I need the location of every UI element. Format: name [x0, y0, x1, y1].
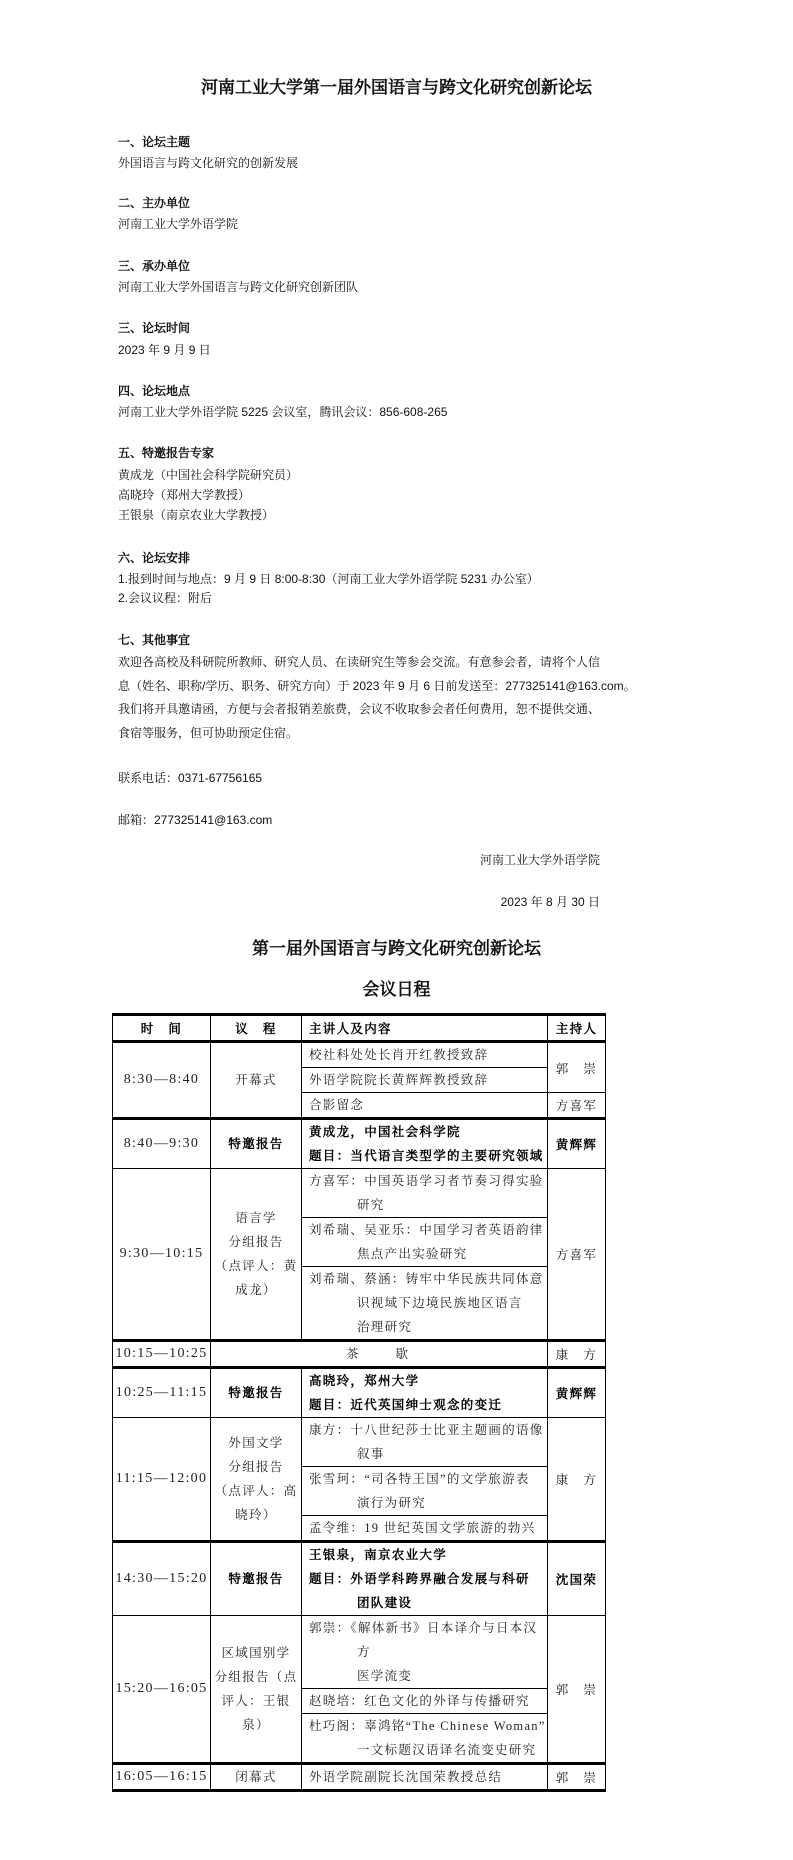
section-heading: 二、主办单位: [118, 196, 191, 210]
signature: 河南工业大学外语学院: [479, 853, 600, 867]
session-agenda: [211, 1764, 302, 1791]
section-text: 黄成龙（中国社会科学院研究员）: [118, 468, 299, 482]
content-line: 题目：近代英国绅士观念的变迁: [309, 1398, 503, 1412]
section-heading: 三、论坛时间: [118, 321, 191, 335]
header-agenda: 议 程: [211, 1015, 302, 1042]
content-line: 医学流变: [357, 1669, 413, 1683]
session-host: 康 方: [548, 1341, 606, 1368]
section-heading: 六、论坛安排: [118, 551, 191, 565]
page-title: 河南工业大学第一届外国语言与跨文化研究创新论坛: [201, 78, 592, 97]
session-content: [302, 1042, 548, 1068]
table-row: [113, 1764, 606, 1791]
session-host: 沈国荣: [548, 1542, 606, 1616]
content-line: 刘希瑞、蔡涵：铸牢中华民族共同体意: [309, 1272, 544, 1286]
table-row: [113, 1119, 606, 1169]
session-content: [302, 1714, 548, 1764]
content-line: 赵晓培：红色文化的外译与传播研究: [309, 1694, 530, 1708]
content-line: 演行为研究: [357, 1496, 427, 1510]
agenda-line: 语言学: [235, 1211, 277, 1225]
section-text: 2.会议议程：附后: [118, 591, 213, 605]
content-line: 高晓玲，郑州大学: [309, 1374, 420, 1388]
agenda-line: 分组报告: [228, 1460, 284, 1474]
content-line: 校社科处处长肖开红教授致辞: [309, 1048, 489, 1062]
table-row: [113, 1368, 606, 1418]
paragraph-line: 我们将开具邀请函，方便与会者报销差旅费，会议不收取参会者任何费用，恕不提供交通、: [118, 702, 600, 717]
header-content: 主讲人及内容: [302, 1015, 548, 1042]
content-line: 合影留念: [309, 1098, 365, 1112]
content-line: 识视域下边境民族地区语言: [357, 1296, 523, 1310]
agenda-line: 分组报告: [228, 1235, 284, 1249]
session-content: [302, 1368, 548, 1418]
session-host: 郭 崇: [548, 1764, 606, 1791]
section-text: 1.报到时间与地点：9 月 9 日 8:00-8:30（河南工业大学外语学院 5231 办公室）: [118, 572, 539, 586]
session-host: 黄辉辉: [548, 1368, 606, 1418]
session-time: 10:25—11:15: [113, 1368, 211, 1418]
session-agenda: [211, 1368, 302, 1418]
section-heading: 三、承办单位: [118, 259, 191, 273]
content-line: 孟令维：19 世纪英国文学旅游的勃兴: [309, 1521, 536, 1535]
table-row: [113, 1042, 606, 1068]
session-time: 8:30—8:40: [113, 1042, 211, 1119]
table-row: [113, 1341, 606, 1368]
agenda-line: （点评人：黄: [214, 1259, 298, 1273]
content-line: 方: [357, 1645, 371, 1659]
session-content: [302, 1093, 548, 1119]
session-agenda: [211, 1542, 302, 1616]
content-line: 外语学院副院长沈国荣教授总结: [309, 1770, 503, 1784]
session-content: [302, 1267, 548, 1341]
content-line: 黄成龙，中国社会科学院: [309, 1125, 461, 1139]
session-content: [302, 1068, 548, 1093]
section-heading: 五、特邀报告专家: [118, 446, 215, 460]
section-text: 外国语言与跨文化研究的创新发展: [118, 156, 299, 170]
agenda-line: 评人：王银: [221, 1694, 291, 1708]
content-line: 一文标题汉语译名流变史研究: [357, 1743, 537, 1757]
paragraph-line: 食宿等服务，但可协助预定住宿。: [118, 726, 299, 741]
agenda-line: 特邀报告: [228, 1386, 284, 1400]
session-time: 8:40—9:30: [113, 1119, 211, 1169]
session-content: [302, 1467, 548, 1516]
session-host: 康 方: [548, 1418, 606, 1542]
agenda-line: 泉）: [242, 1718, 270, 1732]
content-line: 郭崇：《解体新书》日本译介与日本汉: [309, 1621, 538, 1635]
agenda-line: 特邀报告: [228, 1137, 284, 1151]
content-line: 外语学院院长黄辉辉教授致辞: [309, 1073, 489, 1087]
session-time: 11:15—12:00: [113, 1418, 211, 1542]
session-time: 14:30—15:20: [113, 1542, 211, 1616]
section-text: 高晓玲（郑州大学教授）: [118, 488, 251, 502]
agenda-line: （点评人：高: [214, 1484, 298, 1498]
agenda-line: 分组报告（点: [214, 1670, 298, 1684]
break-label: 茶 歇: [211, 1341, 548, 1368]
session-time: 10:15—10:25: [113, 1341, 211, 1368]
agenda-line: 成龙）: [235, 1283, 277, 1297]
session-host: 黄辉辉: [548, 1119, 606, 1169]
schedule-table: [112, 1013, 606, 1792]
session-agenda: [211, 1119, 302, 1169]
contact-phone: 联系电话：0371-67756165: [118, 771, 263, 785]
section-heading: 一、论坛主题: [118, 135, 191, 149]
section-text: 河南工业大学外语学院 5225 会议室，腾讯会议：856-608-265: [118, 405, 448, 419]
table-header: [113, 1015, 606, 1042]
contact-email: 邮箱：277325141@163.com: [118, 813, 273, 827]
agenda-line: 区域国别学: [221, 1646, 291, 1660]
schedule-title: 第一届外国语言与跨文化研究创新论坛: [252, 939, 541, 958]
session-host: 方喜军: [548, 1093, 606, 1119]
session-agenda: [211, 1042, 302, 1119]
agenda-line: 特邀报告: [228, 1572, 284, 1586]
content-line: 叙事: [357, 1447, 385, 1461]
content-line: 题目：外语学科跨界融合发展与科研: [309, 1572, 530, 1586]
content-line: 王银泉，南京农业大学: [309, 1548, 448, 1562]
header-time: 时 间: [113, 1015, 211, 1042]
table-row: [113, 1418, 606, 1467]
content-line: 治理研究: [357, 1320, 413, 1334]
paragraph-line: 息（姓名、职称/学历、职务、研究方向）于 2023 年 9 月 6 日前发送至：277325141@163.com。: [118, 678, 636, 693]
session-host: 方喜军: [548, 1169, 606, 1341]
content-line: 题目：当代语言类型学的主要研究领域: [309, 1149, 544, 1163]
signature-date: 2023 年 8 月 30 日: [500, 895, 600, 909]
agenda-line: 外国文学: [228, 1436, 284, 1450]
header-host: 主持人: [548, 1015, 606, 1042]
table-row: [113, 1169, 606, 1218]
other-paragraph: [118, 651, 636, 746]
session-content: [302, 1689, 548, 1714]
session-content: [302, 1616, 548, 1689]
session-agenda: [211, 1418, 302, 1542]
content-line: 焦点产出实验研究: [357, 1247, 468, 1261]
section-text: 河南工业大学外国语言与跨文化研究创新团队: [118, 280, 359, 294]
session-host: 郭 崇: [548, 1616, 606, 1764]
content-line: 张雪珂：“司各特王国”的文学旅游表: [309, 1472, 530, 1486]
session-time: 9:30—10:15: [113, 1169, 211, 1341]
session-content: [302, 1516, 548, 1542]
table-row: [113, 1616, 606, 1689]
section-heading: 七、其他事宜: [118, 633, 191, 647]
paragraph-line: 欢迎各高校及科研院所教师、研究人员、在读研究生等参会交流。有意参会者，请将个人信: [118, 655, 600, 669]
session-time: 15:20—16:05: [113, 1616, 211, 1764]
agenda-line: 闭幕式: [235, 1770, 277, 1784]
schedule-subtitle: 会议日程: [362, 980, 431, 999]
content-line: 康方：十八世纪莎士比亚主题画的语像: [309, 1423, 544, 1437]
section-text: 2023 年 9 月 9 日: [118, 343, 211, 357]
session-content: [302, 1169, 548, 1218]
session-content: [302, 1542, 548, 1616]
session-agenda: [211, 1169, 302, 1341]
session-time: 16:05—16:15: [113, 1764, 211, 1791]
agenda-line: 晓玲）: [235, 1508, 277, 1522]
session-content: [302, 1418, 548, 1467]
agenda-line: 开幕式: [235, 1073, 277, 1087]
content-line: 方喜军：中国英语学习者节奏习得实验: [309, 1174, 544, 1188]
section-text: 王银泉（南京农业大学教授）: [118, 508, 275, 522]
content-line: 团队建设: [357, 1596, 413, 1610]
session-host: 郭 崇: [548, 1042, 606, 1093]
content-line: 刘希瑞、吴亚乐：中国学习者英语韵律: [309, 1223, 544, 1237]
table-row: [113, 1542, 606, 1616]
content-line: 研究: [357, 1198, 385, 1212]
section-heading: 四、论坛地点: [118, 384, 191, 398]
session-agenda: [211, 1616, 302, 1764]
content-line: 杜巧阁：辜鸿铭“The Chinese Woman”: [309, 1719, 546, 1733]
section-text: 河南工业大学外语学院: [118, 217, 239, 231]
session-content: [302, 1218, 548, 1267]
session-content: [302, 1119, 548, 1169]
session-content: [302, 1764, 548, 1791]
